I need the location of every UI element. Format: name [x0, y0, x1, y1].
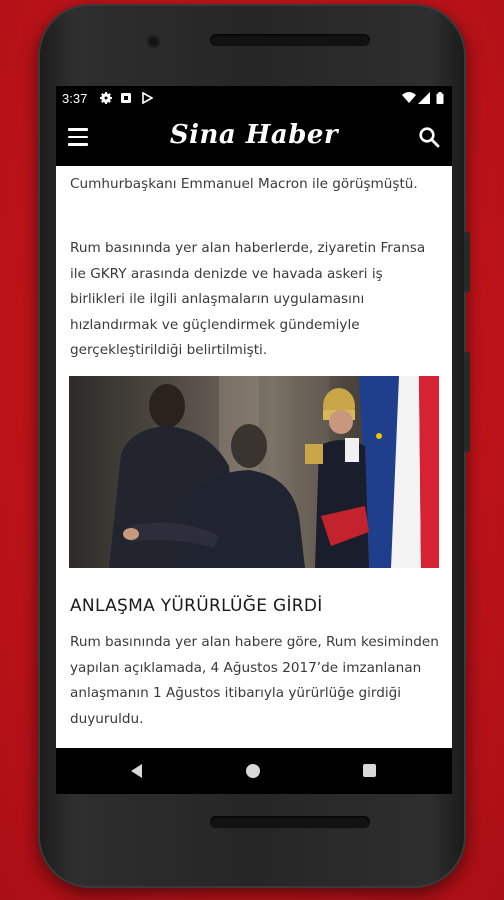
- search-icon[interactable]: [418, 126, 440, 148]
- settings-gear-icon: [100, 92, 112, 104]
- back-triangle-icon[interactable]: [130, 763, 144, 779]
- bottom-speaker: [210, 816, 370, 828]
- article-paragraph: Rum basınında yer alan haberlerde, ziyaretin Fransa ile GKRY arasında denizde ve havada askeri iş birlikleri ile ilgili anlaşmaların uygulamasını hızlandırmak ve güçlendirmek gündemiyle gerçekleştirildiği belirtilmişti.: [70, 240, 426, 358]
- power-button: [464, 352, 470, 452]
- phone-screen: [56, 86, 452, 794]
- front-camera: [149, 37, 158, 46]
- wifi-icon: [402, 92, 416, 104]
- article-photo-image: [69, 376, 439, 568]
- app-bar: [56, 110, 452, 166]
- top-speaker: [210, 34, 370, 46]
- android-nav-bar: [56, 748, 452, 794]
- battery-icon: [436, 92, 444, 104]
- status-bar: [56, 86, 452, 110]
- status-time: 3:37: [62, 91, 88, 106]
- app-logo[interactable]: Sina Haber: [169, 120, 339, 150]
- volume-button: [464, 232, 470, 292]
- cell-signal-icon: [418, 92, 430, 104]
- play-store-icon: [141, 92, 153, 104]
- recent-apps-square-icon[interactable]: [363, 764, 376, 777]
- article-photo[interactable]: [69, 376, 439, 568]
- article-paragraph: Rum basınında yer alan habere göre, Rum kesiminden yapılan açıklamada, 4 Ağustos 2017’de imzanlanan anlaşmanın 1 Ağustos itibarıyla yürürlüğe girdiği duyuruldu.: [70, 634, 439, 727]
- notification-square-icon: [120, 92, 132, 104]
- article-content[interactable]: [56, 166, 452, 748]
- article-paragraph: Cumhurbaşkanı Emmanuel Macron ile görüşmüştü.: [70, 176, 418, 192]
- article-subheading: ANLAŞMA YÜRÜRLÜĞE GİRDİ: [70, 596, 323, 616]
- home-circle-icon[interactable]: [246, 764, 260, 778]
